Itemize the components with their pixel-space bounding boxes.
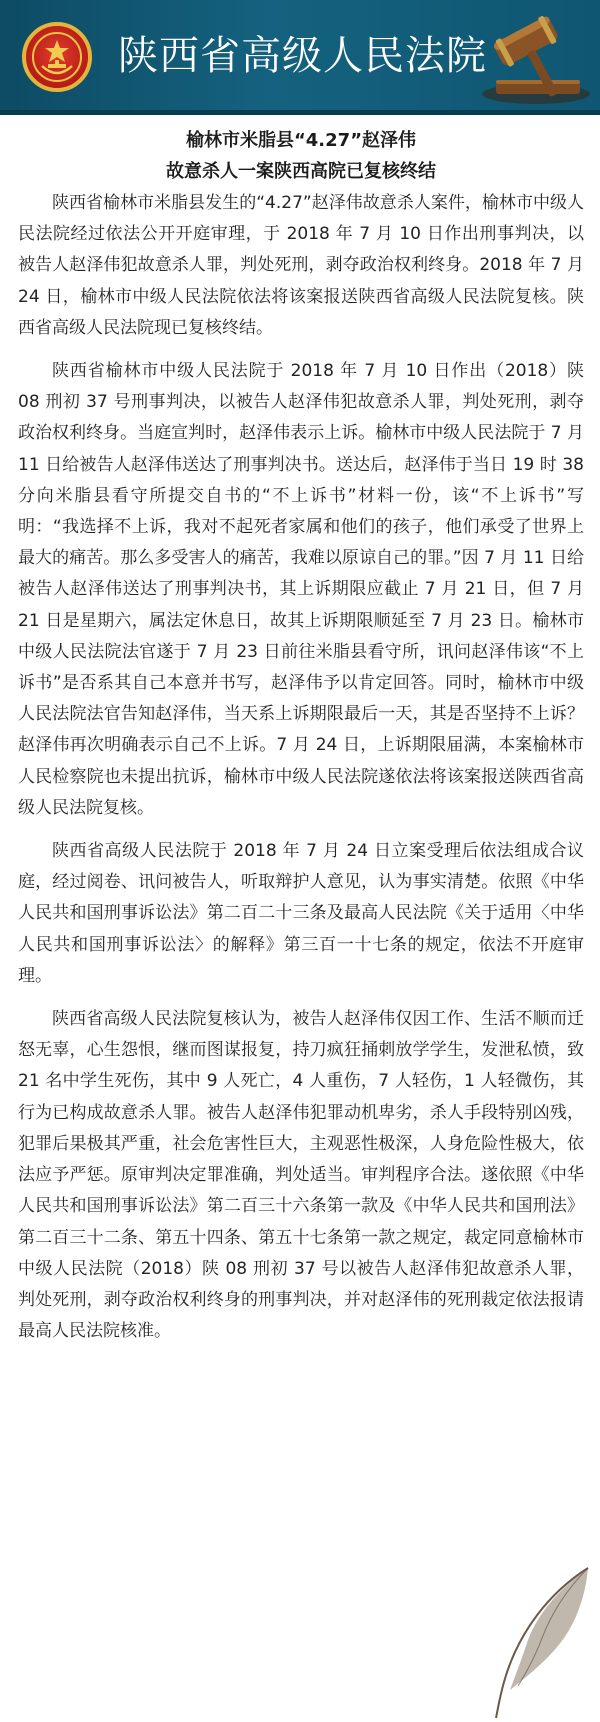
paragraph-2: 陕西省榆林市中级人民法院于 2018 年 7 月 10 日作出（2018）陕 08 刑初 37 号刑事判决，以被告人赵泽伟犯故意杀人罪，判处死刑，剥夺政治权利终身。当庭宣判时，赵泽伟表示上诉。榆林市中级人民法院于 7 月 11 日给被告人赵泽伟送达了刑事判决书。送达后，赵泽伟于当日 19 时 38 分向米脂县看守所提交自书的“不上诉书”材料一份，该“不上诉书”写明：“我选择不上诉，我对不起死者家属和他们的孩子，他们承受了世界上最大的痛苦。那么多受害人的痛苦，我难以原谅自己的罪。”因 7 月 11 日给被告人赵泽伟送达了刑事判决书，其上诉期限应截止 7 月 21 日，但 7 月 21 日是星期六，属法定休息日，故其上诉期限顺延至 7 月 23 日。榆林市中级人民法院法官遂于 7 月 23 日前往米脂县看守所，讯问赵泽伟该“不上诉书”是否系其自己本意并书写，赵泽伟予以肯定回答。同时，榆林市中级人民法院法官告知赵泽伟，当天系上诉期限最后一天，其是否坚持不上诉？赵泽伟再次明确表示自己不上诉。7 月 24 日，上诉期限届满，本案榆林市人民检察院也未提出抗诉，榆林市中级人民法院遂依法将该案报送陕西省高级人民法院复核。: [18, 361, 584, 818]
court-name: 陕西省高级人民法院: [118, 33, 487, 79]
paragraph-4: 陕西省高级人民法院复核认为，被告人赵泽伟仅因工作、生活不顺而迁怒无辜，心生怨恨，继而图谋报复，持刀疯狂捅刺放学学生，发泄私愤，致 21 名中学生死伤，其中 9 人死亡，4 人重伤，7 人轻伤，1 人轻微伤，其行为已构成故意杀人罪。被告人赵泽伟犯罪动机卑劣，杀人手段特别凶残，犯罪后果极其严重，社会危害性巨大，主观恶性极深，人身危险性极大，依法应予严惩。原审判决定罪准确，判处适当。审判程序合法。遂依照《中华人民共和国刑事诉讼法》第二百三十六条第一款及《中华人民共和国刑法》第二百三十二条、第五十四条、第五十七条第一款之规定，裁定同意榆林市中级人民法院（2018）陕 08 刑初 37 号以被告人赵泽伟犯故意杀人罪，判处死刑，剥夺政治权利终身的刑事判决，并对赵泽伟的死刑裁定依法报请最高人民法院核准。: [18, 1009, 584, 1342]
court-banner: [0, 0, 600, 115]
court-emblem-icon: [22, 22, 92, 92]
quill-feather-icon: [470, 1562, 600, 1722]
article-title: [18, 126, 584, 188]
article-title-line-1: 榆林市米脂县“4.27”赵泽伟: [185, 130, 417, 151]
paragraph-1: 陕西省榆林市米脂县发生的“4.27”赵泽伟故意杀人案件，榆林市中级人民法院经过依法公开开庭审理，于 2018 年 7 月 10 日作出刑事判决，以被告人赵泽伟犯故意杀人罪，判处死刑，剥夺政治权利终身。2018 年 7 月 24 日，榆林市中级人民法院依法将该案报送陕西省高级人民法院复核。陕西省高级人民法院现已复核终结。: [18, 193, 584, 338]
article-title-line-2: 故意杀人一案陕西高院已复核终结: [166, 161, 436, 182]
paragraph-3: 陕西省高级人民法院于 2018 年 7 月 24 日立案受理后依法组成合议庭，经过阅卷、讯问被告人，听取辩护人意见，认为事实清楚。依照《中华人民共和国刑事诉讼法》第二百二十三条及最高人民法院《关于适用〈中华人民共和国刑事诉讼法〉的解释》第三百一十七条的规定，依法不开庭审理。: [18, 841, 584, 986]
article-body: [18, 115, 584, 1359]
gavel-icon: [444, 8, 594, 112]
